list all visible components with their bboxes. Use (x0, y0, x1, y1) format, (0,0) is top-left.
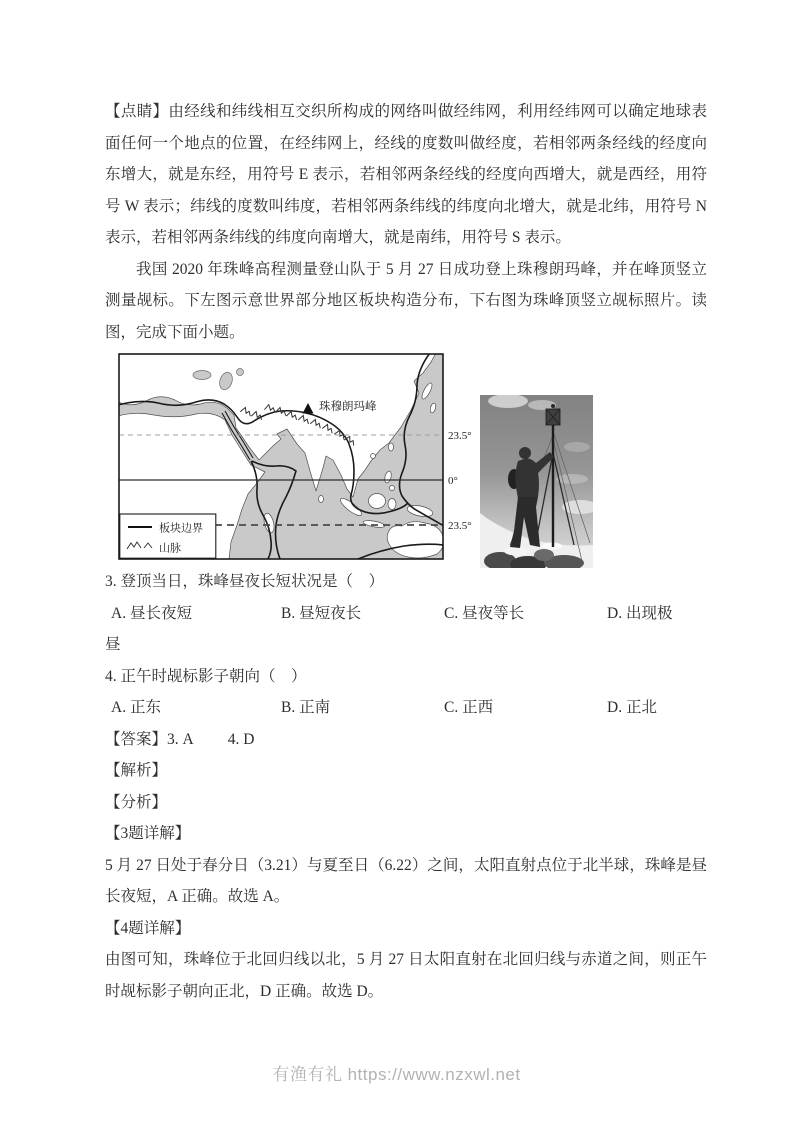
q3-option-d: D. 出现极 (607, 604, 673, 622)
map-legend (120, 514, 216, 558)
document-body (105, 96, 707, 1007)
aral-sea (237, 369, 244, 376)
summit-photo (480, 395, 593, 568)
answer-label: 【答案】 (105, 730, 168, 748)
detail-4-label: 【4题详解】 (105, 919, 191, 937)
q4-option-d: D. 正北 (607, 699, 657, 716)
answer-q4: 4. D (227, 730, 255, 748)
taiwan-island (389, 443, 394, 451)
figure-row (118, 353, 707, 560)
q3-option-d-wrap: 昼 (105, 636, 121, 653)
detail-4-text: 由图可知，珠峰位于北回归线以北，5 月 27 日太阳直射在北回归线与赤道之间，则正午时觇标影子朝向正北，D 正确。故选 D。 (105, 951, 707, 1000)
question-3-stem: 3. 登顶当日，珠峰昼夜长短状况是（ ） (105, 573, 385, 590)
dianjing-paragraph: 【点睛】由经线和纬线相互交织所构成的网络叫做经纬网，利用经纬网可以确定地球表面任何一个地点的位置，在经纬网上，经线的度数叫做经度，若相邻两条经线的经度向东增大，就是东经，用符号 E 表示，若相邻两条经线的经度向西增大，就是西经，用符号 W 表示；纬线的度数叫纬度，若相邻两条纬线的纬度向北增大，就是北纬，用符号 N 表示，若相邻两条纬线的纬度向南增大，就是南纬，用符号 S 表示。 (105, 103, 707, 246)
fenxi-label: 【分析】 (105, 793, 168, 811)
q4-option-a: A. 正东 (111, 699, 161, 716)
lat-label-south: 23.5° (448, 520, 472, 532)
question-4-options (105, 692, 707, 724)
q3-option-b: B. 昼短夜长 (281, 604, 362, 622)
question-4-stem: 4. 正午时觇标影子朝向（ ） (105, 667, 307, 685)
black-sea (193, 371, 211, 380)
plate-map (118, 353, 473, 560)
answer-q3: 3. A (167, 730, 194, 748)
srilanka-island (319, 496, 324, 503)
detail-3-text: 5 月 27 日处于春分日（3.21）与夏至日（6.22）之间，太阳直射点位于北半球，珠峰是昼长夜短，A 正确。故选 A。 (105, 856, 707, 905)
jiexi-label: 【解析】 (105, 762, 168, 779)
borneo-island (369, 494, 386, 509)
q3-option-c: C. 昼夜等长 (444, 604, 525, 622)
philippines-island-2 (390, 486, 395, 491)
hainan-island (371, 454, 376, 459)
watermark-footer: 有渔有礼 https://www.nzxwl.net (272, 1065, 521, 1084)
plate-map-figure (118, 353, 473, 560)
lat-label-north: 23.5° (448, 430, 472, 442)
sulawesi-island (388, 499, 396, 510)
detail-3-label: 【3题详解】 (105, 825, 191, 842)
lat-label-equator: 0° (448, 475, 458, 487)
answer-line (105, 724, 707, 756)
summit-photo-figure (480, 395, 593, 568)
legend-boundary-label: 板块边界 (159, 522, 203, 535)
q3-option-a: A. 昼长夜短 (111, 604, 192, 622)
q4-option-b: B. 正南 (281, 699, 331, 716)
q4-option-c: C. 正西 (444, 699, 494, 716)
legend-mountains-label: 山脉 (159, 542, 181, 555)
everest-label: 珠穆朗玛峰 (319, 401, 377, 413)
intro-paragraph: 我国 2020 年珠峰高程测量登山队于 5 月 27 日成功登上珠穆朗玛峰，并在峰顶竖立测量觇标。下左图示意世界部分地区板块构造分布，下右图为珠峰顶竖立觇标照片。读图，完成下面小题。 (105, 260, 707, 341)
question-3-options (105, 598, 707, 630)
